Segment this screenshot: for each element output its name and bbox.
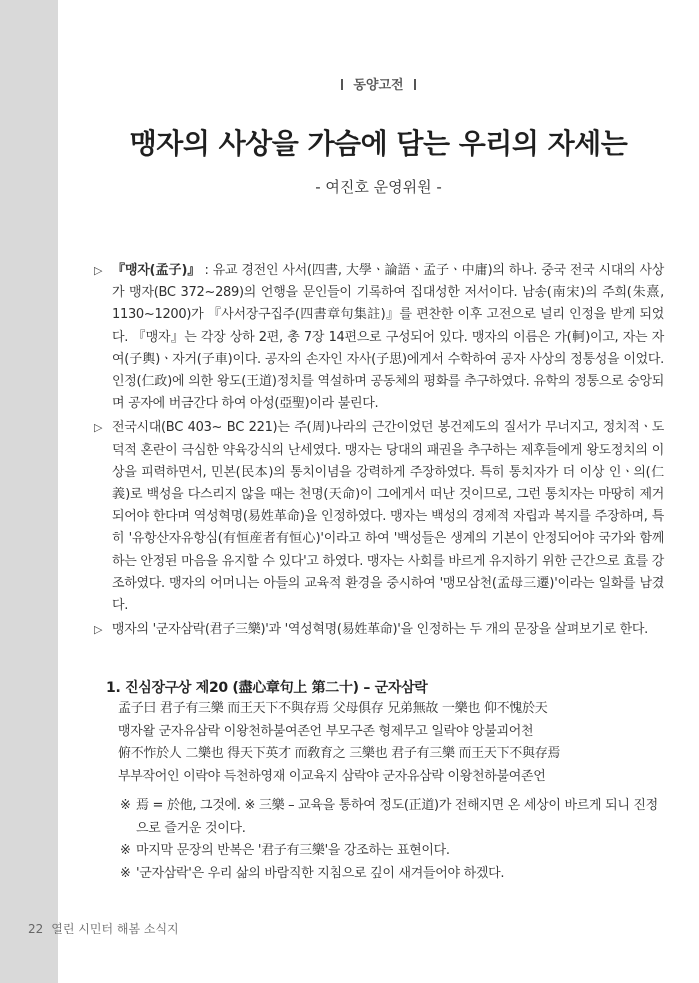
article-author: - 여진호 운영위원 -: [315, 178, 442, 196]
note-item: [120, 795, 660, 840]
hanja-line: 孟子曰 君子有三樂 而王天下不與存焉 父母俱存 兄弟無故 一樂也 仰不愧於天: [118, 701, 548, 716]
page-margin-band: [0, 0, 58, 983]
document-page: [58, 0, 699, 983]
note-item: [120, 840, 660, 863]
intro-paragraph: [94, 417, 664, 617]
paragraph-text: : 유교 경전인 사서(四書, 大學ㆍ論語ㆍ孟子ㆍ中庸)의 하나. 중국 전국 시대의 사상가 맹자(BC 372~289)의 언행을 문인들이 기록하여 집대성한 저서이다. 남송(南宋)의 주희(朱熹, 1130~1200)가 『사서장구집주(四書章句集註)』를 편찬한 이후 고전으로 널리 인정을 받게 되었다. 『맹자』는 각장 상하 2편, 총 7장 14편으로 구성되어 있다. 맹자의 이름은 가(軻)이고, 자는 자여(子輿)ㆍ자거(子車)이다. 공자의 손자인 자사(子思)에게서 수학하여 공자 사상의 정통성을 이었다. 인정(仁政)에 의한 왕도(王道)정치를 역설하며 공동체의 평화를 추구하였다. 유학의 정통으로 숭앙되며 공자에 버금간다 하여 아성(亞聖)이라 불린다.: [112, 263, 664, 412]
triangle-bullet-icon: ▷: [94, 264, 103, 277]
section-label: [58, 74, 699, 93]
intro-paragraph: [94, 260, 664, 415]
notes-block: [120, 795, 660, 885]
note-text: 마지막 문장의 반복은 '君子有三樂'을 강조하는 표현이다.: [136, 843, 450, 859]
note-text: '군자삼락'은 우리 삶의 바람직한 지침으로 깊이 새겨들어야 하겠다.: [136, 865, 505, 881]
triangle-bullet-icon: ▷: [94, 623, 103, 637]
intro-body: [94, 260, 664, 643]
section-heading: 1. 진심장구상 제20 (盡心章句上 第二十) – 군자삼락: [106, 680, 428, 696]
page-footer: [28, 920, 179, 937]
reference-mark-icon: ※: [120, 843, 131, 859]
note-item: [120, 863, 660, 886]
reference-mark-icon: ※: [120, 798, 131, 813]
page-number: 22: [28, 922, 44, 936]
triangle-bullet-icon: ▷: [94, 421, 103, 435]
article-title: 맹자의 사상을 가슴에 담는 우리의 자세는: [129, 127, 628, 160]
reference-mark-icon: ※: [120, 865, 131, 881]
classical-text-block: [118, 698, 658, 788]
reading-line: 부부작어인 이락야 득천하영재 이교육지 삼락야 군자유삼락 이왕천하불여존언: [118, 768, 546, 784]
note-text: 焉 = 於他, 그것에. ※ 三樂 – 교육을 통하여 정도(正道)가 전해지면 온 세상이 바르게 되니 진정으로 즐거운 것이다.: [136, 798, 658, 836]
paragraph-text: 전국시대(BC 403~ BC 221)는 주(周)나라의 근간이었던 봉건제도의 질서가 무너지고, 정치적ㆍ도덕적 혼란이 극심한 약육강식의 난세였다. 맹자는 당대의 패권을 추구하는 제후들에게 왕도정치의 이상을 피력하면서, 민본(民本)의 통치이념을 강력하게 주장하였다. 특히 통치자가 더 이상 인ㆍ의(仁義)로 백성을 다스리지 않을 때는 천명(天命)이 그에게서 떠난 것이므로, 그런 통치자는 마땅히 제거되어야 한다며 역성혁명(易姓革命)을 인정하였다. 맹자는 백성의 경제적 자립과 복지를 주장하며, 특히 '유항산자유항심(有恒産者有恒心)'이라고 하여 '백성들은 생계의 기본이 안정되어야 국가와 함께 하는 안정된 마음을 유지할 수 있다'고 하였다. 맹자는 사회를 바르게 유지하기 위한 근간으로 효를 강조하였다. 맹자의 어머니는 아들의 교육적 환경을 중시하여 '맹모삼천(孟母三遷)'이라는 일화를 남겼다.: [112, 420, 664, 614]
book-title: 『맹자(孟子)』: [112, 263, 201, 278]
section-bar-left: [341, 79, 343, 90]
paragraph-text: 맹자의 '군자삼락(君子三樂)'과 '역성혁명(易姓革命)'을 인정하는 두 개의 문장을 살펴보기로 한다.: [112, 622, 649, 638]
section-bar-right: [414, 79, 416, 90]
hanja-line: 俯不怍於人 二樂也 得天下英才 而敎育之 三樂也 君子有三樂 而王天下不與存焉: [118, 746, 561, 762]
section-label-text: 동양고전: [353, 78, 404, 93]
reading-line: 맹자왈 군자유삼락 이왕천하불여존언 부모구존 형제무고 일락야 앙불괴어천: [118, 723, 534, 739]
intro-paragraph: [94, 619, 664, 641]
publication-name: 열린 시민터 해봄 소식지: [51, 922, 179, 936]
